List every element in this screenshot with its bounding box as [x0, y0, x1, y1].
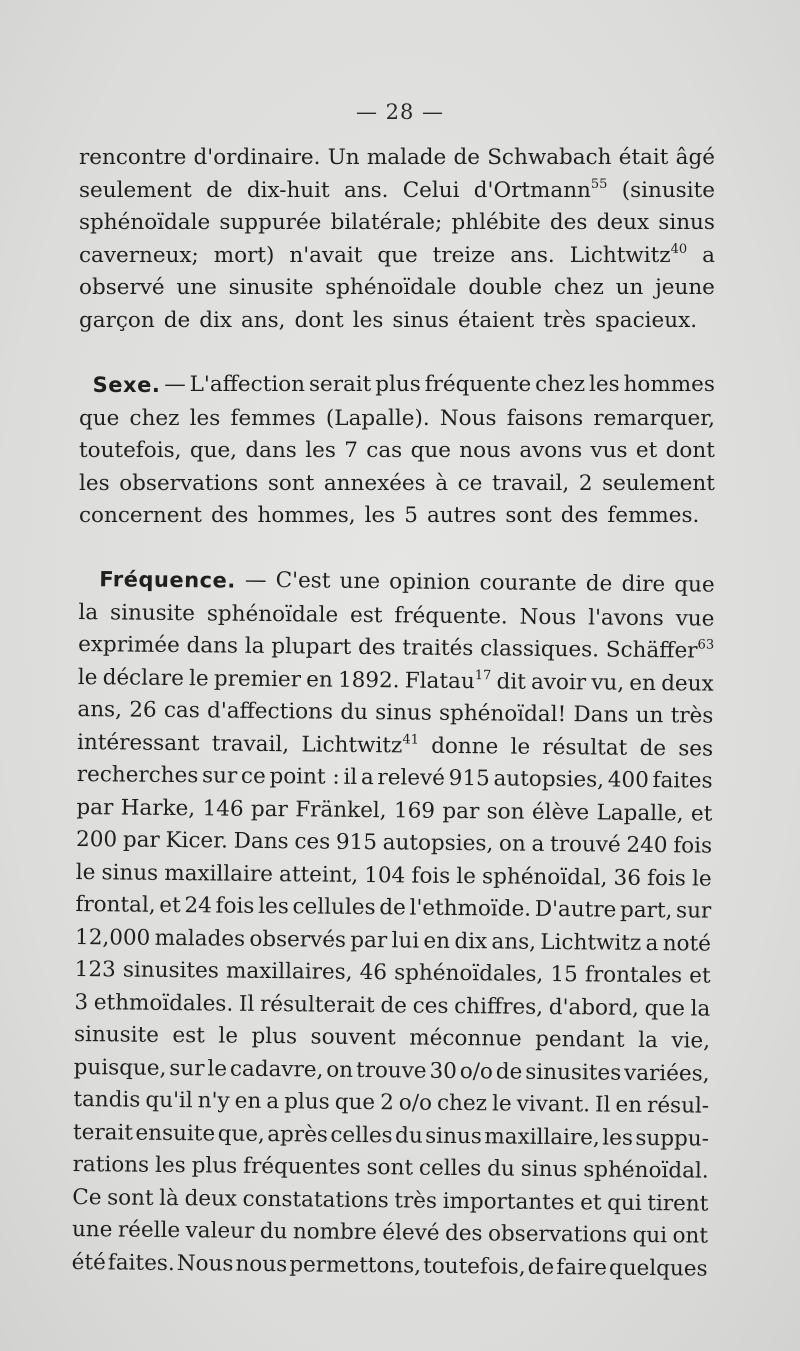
text-line: sphénoïdale suppurée bilatérale; phlébite des deux sinus: [79, 210, 715, 235]
page-number: — 28 —: [355, 100, 445, 124]
text-line: 3 ethmoïdales. Il résulterait de ces chiffres, d'abord, que la: [74, 989, 711, 1022]
section-heading-sexe: Sexe.: [92, 373, 161, 397]
text-line: Sexe. — L'affection serait plus fréquente chez les hommes: [92, 372, 715, 397]
text-line: intéressant travail, Lichtwitz$^{41}$ donne le résultat de ses: [76, 729, 714, 762]
text-line: garçon de dix ans, dont les sinus étaient très spacieux.: [79, 307, 698, 333]
text-line: tandis qu'il n'y en a plus que 2 o/o chez le vivant. Il en résul-: [73, 1086, 710, 1119]
section-heading-frequence: Fréquence.: [99, 567, 236, 593]
text-line: seulement de dix-huit ans. Celui d'Ortmann$^{55}$ (sinusite: [79, 176, 715, 203]
text-line: 123 sinusites maxillaires, 46 sphénoïdales, 15 frontales et: [74, 956, 711, 989]
text-line: 12,000 malades observés par lui en dix ans, Lichtwitz a noté: [74, 924, 712, 957]
text-line: caverneux; mort) n'avait que treize ans. Lichtwitz$^{40}$ a: [79, 241, 715, 268]
text-line: puisque, sur le cadavre, on trouve 30 o/o de sinusites variées,: [73, 1054, 710, 1087]
text-line: frontal, et 24 fois les cellules de l'ethmoïde. D'autre part, sur: [75, 891, 712, 924]
text-line: rencontre d'ordinaire. Un malade de Schwabach était âgé: [79, 145, 715, 170]
text-line: été faites. Nous nous permettons, toutefois, de faire quelques: [71, 1249, 708, 1282]
text-line: les observations sont annexées à ce travail, 2 seulement: [79, 470, 715, 496]
text-line: le sinus maxillaire atteint, 104 fois le sphénoïdal, 36 fois le: [75, 859, 712, 892]
text-line: sinusite est le plus souvent méconnue pendant la vie,: [73, 1021, 711, 1054]
text-line: concernent des hommes, les 5 autres sont des femmes.: [79, 503, 700, 528]
text-line: par Harke, 146 par Fränkel, 169 par son élève Lapalle, et: [76, 794, 713, 827]
text-line: ans, 26 cas d'affections du sinus sphénoïdal! Dans un très: [77, 696, 714, 729]
text-line: rations les plus fréquentes sont celles du sinus sphénoïdal.: [72, 1151, 709, 1184]
paragraph-age: [79, 142, 715, 337]
text-line: observé une sinusite sphénoïdale double chez un jeune: [79, 275, 715, 300]
text-line: Fréquence. — C'est une opinion courante de dire que: [99, 567, 715, 598]
text-line: que chez les femmes (Lapalle). Nous faisons remarquer,: [79, 405, 715, 431]
text-line: terait ensuite que, après celles du sinus maxillaire, les suppu-: [72, 1119, 710, 1152]
paragraph-frequence: [72, 563, 715, 1286]
text-line: exprimée dans la plupart des traités classiques. Schäffer$^{63}$: [78, 631, 715, 664]
text-line: 200 par Kicer. Dans ces 915 autopsies, on a trouvé 240 fois: [75, 826, 713, 859]
text-line: Ce sont là deux constatations très importantes et qui tirent: [72, 1184, 709, 1217]
text-line: recherches sur ce point : il a relevé 915 autopsies, 400 faites: [76, 761, 713, 794]
paragraph-sexe: [79, 369, 715, 533]
text-line: une réelle valeur du nombre élevé des observations qui ont: [71, 1216, 709, 1249]
text-line: toutefois, que, dans les 7 cas que nous avons vus et dont: [79, 438, 715, 463]
text-line: la sinusite sphénoïdale est fréquente. Nous l'avons vue: [78, 599, 715, 632]
text-line: le déclare le premier en 1892. Flatau$^{17}$ dit avoir vu, en deux: [77, 664, 714, 697]
